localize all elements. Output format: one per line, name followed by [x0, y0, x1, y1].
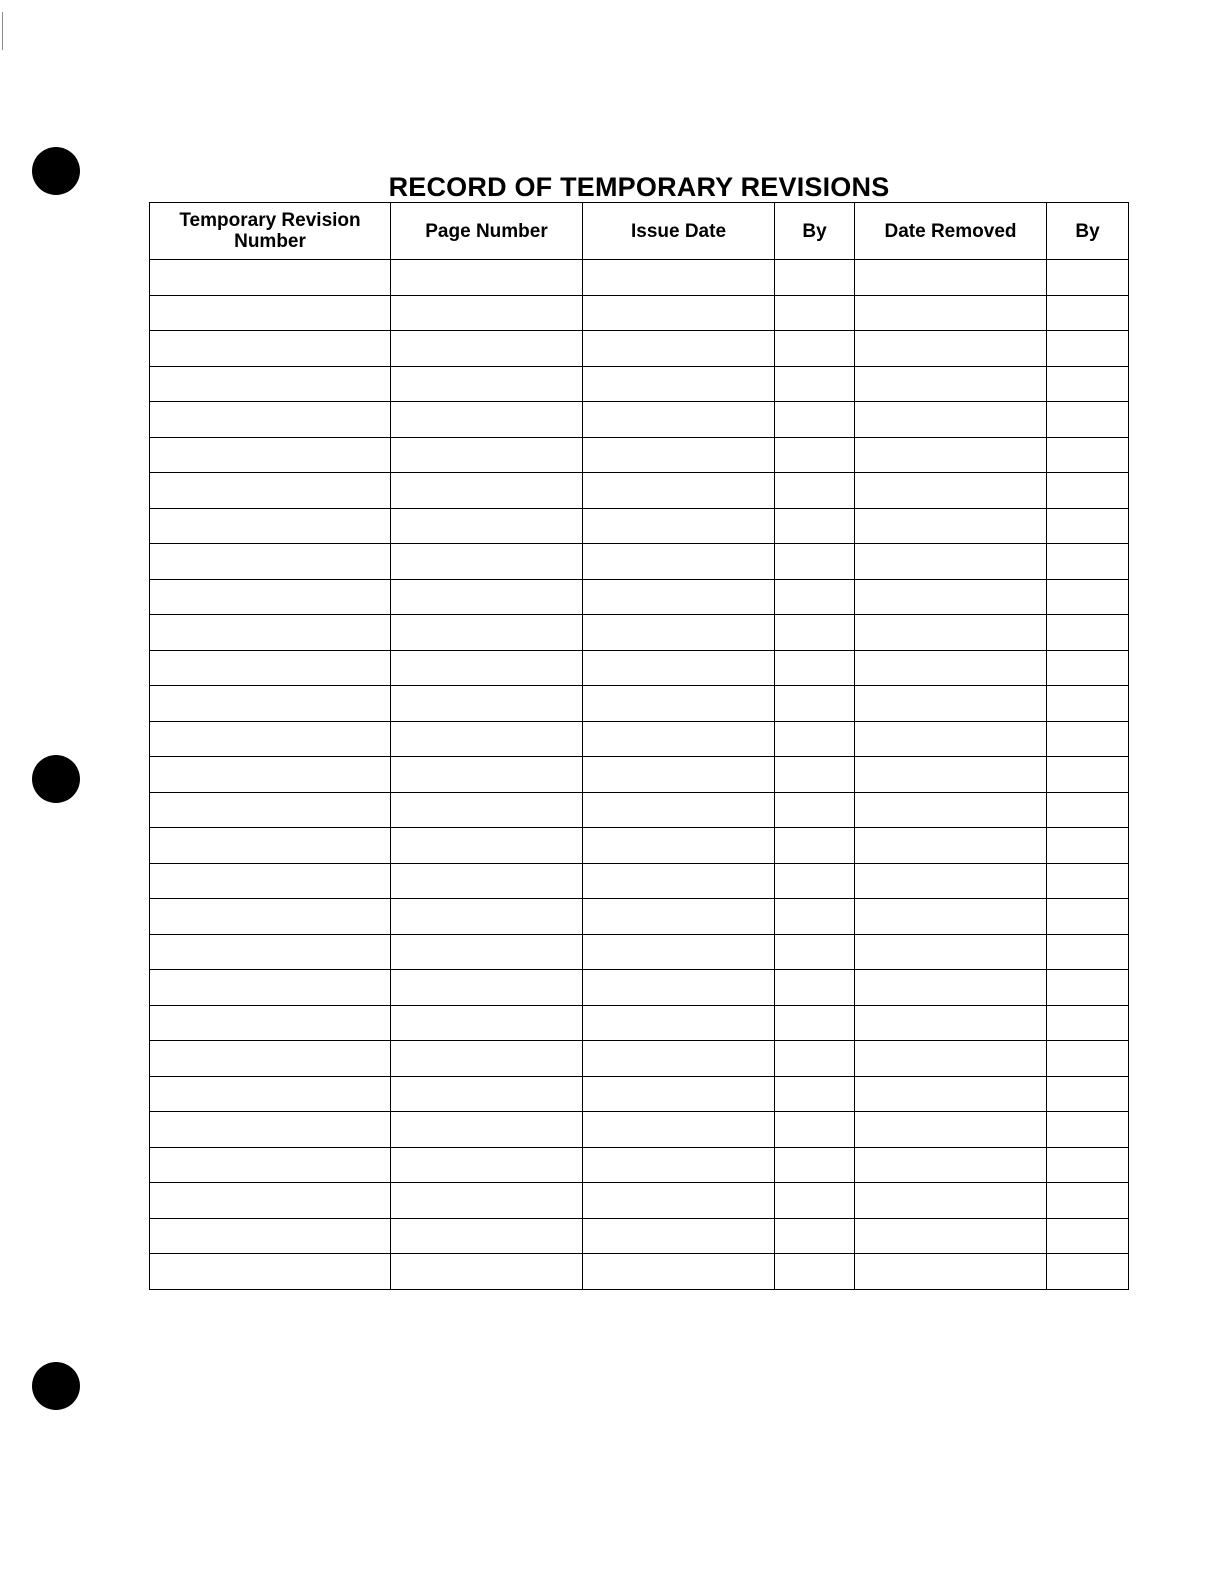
cell-issue-date[interactable]	[583, 721, 775, 757]
table-row	[150, 757, 1129, 793]
cell-issue-date[interactable]	[583, 615, 775, 651]
cell-by-issued[interactable]	[775, 508, 855, 544]
cell-by-removed[interactable]	[1047, 366, 1129, 402]
cell-by-issued[interactable]	[775, 721, 855, 757]
cell-by-removed[interactable]	[1047, 1254, 1129, 1290]
cell-date-removed[interactable]	[855, 1147, 1047, 1183]
cell-page-number[interactable]	[391, 757, 583, 793]
table-row	[150, 331, 1129, 367]
cell-date-removed[interactable]	[855, 544, 1047, 580]
cell-issue-date[interactable]	[583, 473, 775, 509]
cell-by-removed[interactable]	[1047, 1041, 1129, 1077]
cell-by-issued[interactable]	[775, 863, 855, 899]
cell-page-number[interactable]	[391, 1076, 583, 1112]
cell-temporary-revision-number[interactable]	[150, 1254, 391, 1290]
cell-temporary-revision-number[interactable]	[150, 615, 391, 651]
cell-page-number[interactable]	[391, 1147, 583, 1183]
cell-page-number[interactable]	[391, 863, 583, 899]
cell-by-removed[interactable]	[1047, 650, 1129, 686]
cell-page-number[interactable]	[391, 1005, 583, 1041]
cell-date-removed[interactable]	[855, 1076, 1047, 1112]
table-row	[150, 437, 1129, 473]
cell-by-issued[interactable]	[775, 260, 855, 296]
cell-issue-date[interactable]	[583, 1183, 775, 1219]
cell-by-removed[interactable]	[1047, 473, 1129, 509]
cell-by-issued[interactable]	[775, 650, 855, 686]
cell-temporary-revision-number[interactable]	[150, 260, 391, 296]
cell-by-removed[interactable]	[1047, 579, 1129, 615]
cell-page-number[interactable]	[391, 508, 583, 544]
cell-issue-date[interactable]	[583, 1076, 775, 1112]
table-row	[150, 366, 1129, 402]
table-row	[150, 970, 1129, 1006]
table-row	[150, 686, 1129, 722]
cell-temporary-revision-number[interactable]	[150, 1076, 391, 1112]
cell-date-removed[interactable]	[855, 508, 1047, 544]
cell-by-removed[interactable]	[1047, 1076, 1129, 1112]
cell-temporary-revision-number[interactable]	[150, 437, 391, 473]
header-date-removed: Date Removed	[855, 203, 1047, 260]
cell-by-removed[interactable]	[1047, 970, 1129, 1006]
cell-issue-date[interactable]	[583, 1218, 775, 1254]
cell-page-number[interactable]	[391, 934, 583, 970]
table-row	[150, 260, 1129, 296]
cell-by-removed[interactable]	[1047, 1005, 1129, 1041]
cell-temporary-revision-number[interactable]	[150, 970, 391, 1006]
cell-date-removed[interactable]	[855, 1183, 1047, 1219]
revision-record-table	[149, 202, 1129, 1290]
cell-by-removed[interactable]	[1047, 260, 1129, 296]
table-row	[150, 1183, 1129, 1219]
cell-by-issued[interactable]	[775, 1183, 855, 1219]
cell-by-issued[interactable]	[775, 579, 855, 615]
cell-by-removed[interactable]	[1047, 331, 1129, 367]
cell-by-removed[interactable]	[1047, 757, 1129, 793]
cell-page-number[interactable]	[391, 828, 583, 864]
cell-issue-date[interactable]	[583, 579, 775, 615]
cell-temporary-revision-number[interactable]	[150, 686, 391, 722]
cell-temporary-revision-number[interactable]	[150, 508, 391, 544]
table-row	[150, 1254, 1129, 1290]
cell-temporary-revision-number[interactable]	[150, 1041, 391, 1077]
cell-page-number[interactable]	[391, 544, 583, 580]
table-header-row	[150, 203, 1129, 260]
cell-temporary-revision-number[interactable]	[150, 721, 391, 757]
cell-date-removed[interactable]	[855, 402, 1047, 438]
cell-issue-date[interactable]	[583, 1005, 775, 1041]
punch-hole-middle	[32, 755, 80, 803]
cell-issue-date[interactable]	[583, 331, 775, 367]
cell-by-issued[interactable]	[775, 970, 855, 1006]
cell-temporary-revision-number[interactable]	[150, 934, 391, 970]
cell-by-issued[interactable]	[775, 828, 855, 864]
cell-by-removed[interactable]	[1047, 934, 1129, 970]
cell-page-number[interactable]	[391, 686, 583, 722]
header-issue-date: Issue Date	[583, 203, 775, 260]
cell-by-issued[interactable]	[775, 437, 855, 473]
cell-date-removed[interactable]	[855, 295, 1047, 331]
cell-temporary-revision-number[interactable]	[150, 544, 391, 580]
cell-temporary-revision-number[interactable]	[150, 1147, 391, 1183]
cell-by-issued[interactable]	[775, 757, 855, 793]
cell-by-removed[interactable]	[1047, 828, 1129, 864]
table-row	[150, 1076, 1129, 1112]
cell-by-removed[interactable]	[1047, 792, 1129, 828]
punch-hole-top	[32, 147, 80, 195]
cell-by-issued[interactable]	[775, 792, 855, 828]
cell-temporary-revision-number[interactable]	[150, 331, 391, 367]
cell-date-removed[interactable]	[855, 1112, 1047, 1148]
cell-temporary-revision-number[interactable]	[150, 295, 391, 331]
table-row	[150, 1147, 1129, 1183]
cell-issue-date[interactable]	[583, 757, 775, 793]
cell-by-issued[interactable]	[775, 402, 855, 438]
cell-date-removed[interactable]	[855, 650, 1047, 686]
cell-date-removed[interactable]	[855, 331, 1047, 367]
cell-by-issued[interactable]	[775, 934, 855, 970]
cell-date-removed[interactable]	[855, 615, 1047, 651]
cell-by-issued[interactable]	[775, 331, 855, 367]
header-temporary-revision-number: Temporary Revision Number	[150, 203, 391, 260]
cell-by-issued[interactable]	[775, 473, 855, 509]
table-row	[150, 1112, 1129, 1148]
cell-by-removed[interactable]	[1047, 402, 1129, 438]
cell-by-issued[interactable]	[775, 1005, 855, 1041]
cell-issue-date[interactable]	[583, 544, 775, 580]
cell-issue-date[interactable]	[583, 934, 775, 970]
cell-by-removed[interactable]	[1047, 1183, 1129, 1219]
cell-by-issued[interactable]	[775, 544, 855, 580]
cell-by-removed[interactable]	[1047, 1218, 1129, 1254]
table-row	[150, 473, 1129, 509]
cell-issue-date[interactable]	[583, 650, 775, 686]
cell-temporary-revision-number[interactable]	[150, 366, 391, 402]
punch-hole-bottom	[32, 1362, 80, 1410]
cell-by-issued[interactable]	[775, 686, 855, 722]
cell-page-number[interactable]	[391, 366, 583, 402]
cell-date-removed[interactable]	[855, 970, 1047, 1006]
table-row	[150, 934, 1129, 970]
cell-issue-date[interactable]	[583, 366, 775, 402]
cell-by-issued[interactable]	[775, 1076, 855, 1112]
cell-temporary-revision-number[interactable]	[150, 828, 391, 864]
cell-by-issued[interactable]	[775, 295, 855, 331]
cell-by-issued[interactable]	[775, 366, 855, 402]
table-row	[150, 1218, 1129, 1254]
cell-by-removed[interactable]	[1047, 615, 1129, 651]
cell-issue-date[interactable]	[583, 295, 775, 331]
cell-temporary-revision-number[interactable]	[150, 579, 391, 615]
cell-page-number[interactable]	[391, 899, 583, 935]
cell-page-number[interactable]	[391, 402, 583, 438]
table-row	[150, 402, 1129, 438]
cell-by-removed[interactable]	[1047, 1147, 1129, 1183]
cell-temporary-revision-number[interactable]	[150, 473, 391, 509]
cell-page-number[interactable]	[391, 437, 583, 473]
cell-date-removed[interactable]	[855, 579, 1047, 615]
cell-date-removed[interactable]	[855, 686, 1047, 722]
cell-by-issued[interactable]	[775, 899, 855, 935]
cell-page-number[interactable]	[391, 721, 583, 757]
cell-page-number[interactable]	[391, 615, 583, 651]
cell-by-issued[interactable]	[775, 1041, 855, 1077]
cell-issue-date[interactable]	[583, 686, 775, 722]
cell-temporary-revision-number[interactable]	[150, 1112, 391, 1148]
table-row	[150, 508, 1129, 544]
cell-date-removed[interactable]	[855, 366, 1047, 402]
cell-temporary-revision-number[interactable]	[150, 899, 391, 935]
cell-date-removed[interactable]	[855, 828, 1047, 864]
cell-issue-date[interactable]	[583, 970, 775, 1006]
cell-date-removed[interactable]	[855, 757, 1047, 793]
table-row	[150, 544, 1129, 580]
cell-page-number[interactable]	[391, 1041, 583, 1077]
cell-page-number[interactable]	[391, 1254, 583, 1290]
table-row	[150, 721, 1129, 757]
page-title: RECORD OF TEMPORARY REVISIONS	[388, 172, 890, 203]
cell-by-removed[interactable]	[1047, 1112, 1129, 1148]
cell-page-number[interactable]	[391, 970, 583, 1006]
cell-page-number[interactable]	[391, 1112, 583, 1148]
cell-date-removed[interactable]	[855, 473, 1047, 509]
cell-by-issued[interactable]	[775, 1147, 855, 1183]
cell-date-removed[interactable]	[855, 721, 1047, 757]
cell-date-removed[interactable]	[855, 1005, 1047, 1041]
table-row	[150, 1041, 1129, 1077]
cell-by-removed[interactable]	[1047, 686, 1129, 722]
table-row	[150, 792, 1129, 828]
cell-date-removed[interactable]	[855, 437, 1047, 473]
cell-by-issued[interactable]	[775, 1218, 855, 1254]
cell-by-issued[interactable]	[775, 1112, 855, 1148]
cell-page-number[interactable]	[391, 1218, 583, 1254]
header-by-issued: By	[775, 203, 855, 260]
cell-by-removed[interactable]	[1047, 295, 1129, 331]
cell-temporary-revision-number[interactable]	[150, 863, 391, 899]
cell-issue-date[interactable]	[583, 508, 775, 544]
table-row	[150, 863, 1129, 899]
cell-issue-date[interactable]	[583, 260, 775, 296]
table-row	[150, 615, 1129, 651]
table-body	[150, 260, 1129, 1290]
cell-page-number[interactable]	[391, 1183, 583, 1219]
cell-issue-date[interactable]	[583, 1147, 775, 1183]
header-by-removed: By	[1047, 203, 1129, 260]
cell-temporary-revision-number[interactable]	[150, 650, 391, 686]
cell-date-removed[interactable]	[855, 792, 1047, 828]
cell-by-removed[interactable]	[1047, 544, 1129, 580]
cell-temporary-revision-number[interactable]	[150, 792, 391, 828]
table-row	[150, 579, 1129, 615]
cell-issue-date[interactable]	[583, 899, 775, 935]
cell-date-removed[interactable]	[855, 260, 1047, 296]
cell-issue-date[interactable]	[583, 1112, 775, 1148]
cell-by-removed[interactable]	[1047, 899, 1129, 935]
cell-page-number[interactable]	[391, 473, 583, 509]
cell-date-removed[interactable]	[855, 1041, 1047, 1077]
cell-issue-date[interactable]	[583, 1041, 775, 1077]
table-row	[150, 828, 1129, 864]
cell-page-number[interactable]	[391, 792, 583, 828]
cell-page-number[interactable]	[391, 260, 583, 296]
cell-issue-date[interactable]	[583, 402, 775, 438]
cell-date-removed[interactable]	[855, 899, 1047, 935]
cell-date-removed[interactable]	[855, 934, 1047, 970]
cell-issue-date[interactable]	[583, 1254, 775, 1290]
cell-by-issued[interactable]	[775, 1254, 855, 1290]
cell-date-removed[interactable]	[855, 1218, 1047, 1254]
table-row	[150, 1005, 1129, 1041]
cell-page-number[interactable]	[391, 579, 583, 615]
scan-edge-mark	[2, 12, 3, 50]
cell-temporary-revision-number[interactable]	[150, 1005, 391, 1041]
table-row	[150, 650, 1129, 686]
cell-issue-date[interactable]	[583, 792, 775, 828]
cell-page-number[interactable]	[391, 650, 583, 686]
cell-temporary-revision-number[interactable]	[150, 1183, 391, 1219]
cell-temporary-revision-number[interactable]	[150, 1218, 391, 1254]
cell-by-removed[interactable]	[1047, 863, 1129, 899]
cell-temporary-revision-number[interactable]	[150, 757, 391, 793]
cell-by-removed[interactable]	[1047, 508, 1129, 544]
cell-by-issued[interactable]	[775, 615, 855, 651]
cell-issue-date[interactable]	[583, 828, 775, 864]
cell-issue-date[interactable]	[583, 863, 775, 899]
cell-date-removed[interactable]	[855, 1254, 1047, 1290]
header-page-number: Page Number	[391, 203, 583, 260]
table-row	[150, 899, 1129, 935]
cell-by-removed[interactable]	[1047, 437, 1129, 473]
cell-page-number[interactable]	[391, 331, 583, 367]
cell-by-removed[interactable]	[1047, 721, 1129, 757]
cell-issue-date[interactable]	[583, 437, 775, 473]
cell-temporary-revision-number[interactable]	[150, 402, 391, 438]
cell-page-number[interactable]	[391, 295, 583, 331]
cell-date-removed[interactable]	[855, 863, 1047, 899]
table-row	[150, 295, 1129, 331]
